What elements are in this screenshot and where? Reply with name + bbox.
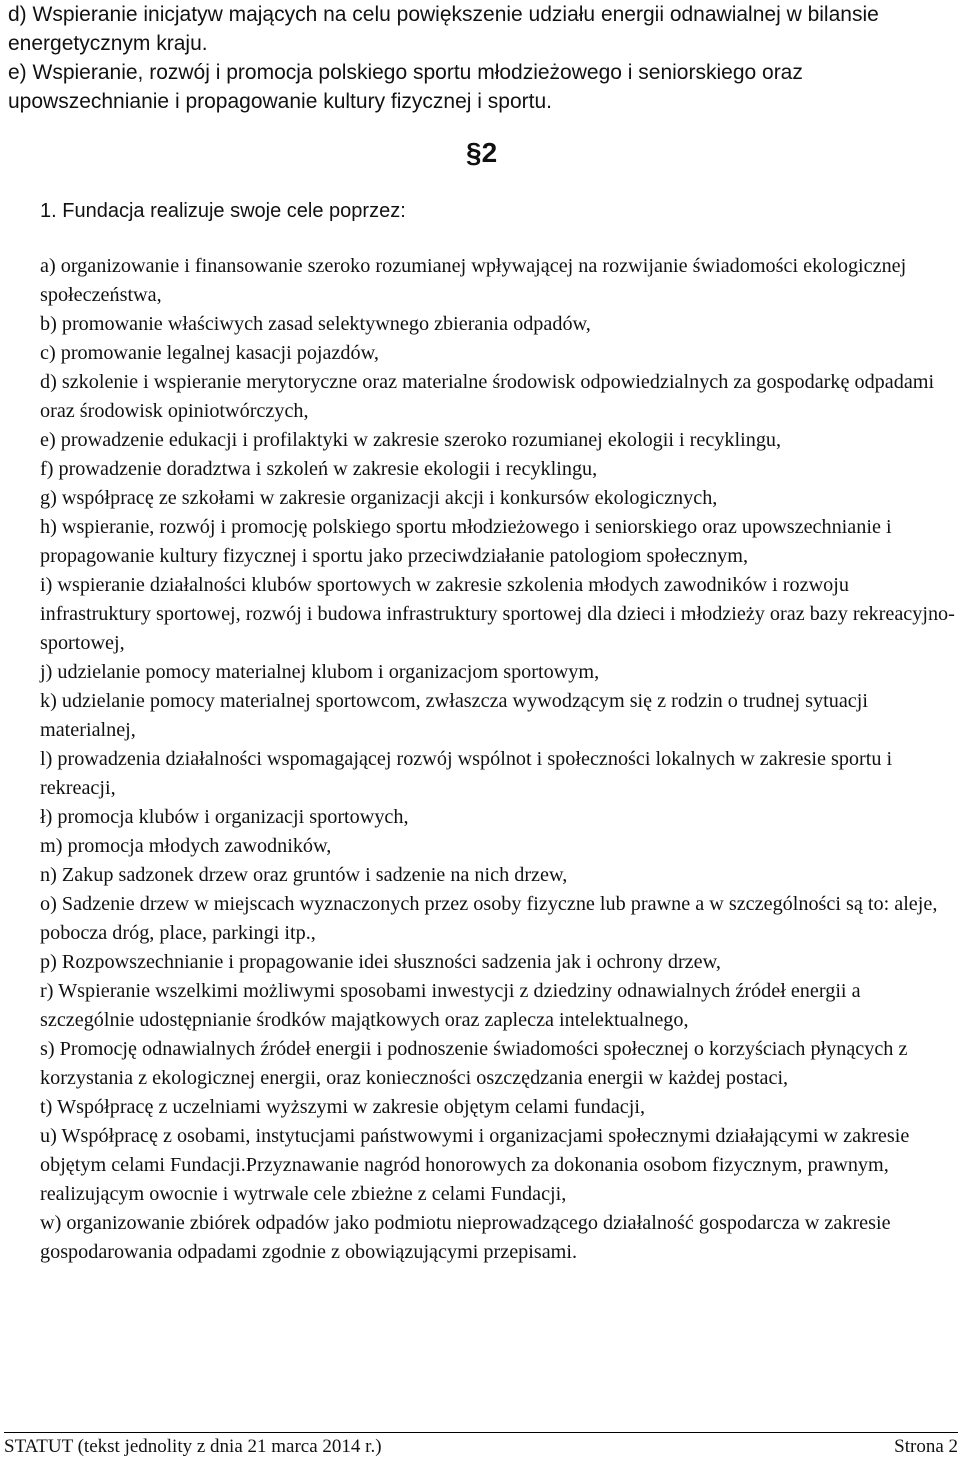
list-item: w) organizowanie zbiórek odpadów jako podmiotu nieprowadzącego działalność gospodarcza w zakresie gospodarowania odpadami zgodnie z obowiązującymi przepisami. bbox=[40, 1212, 891, 1263]
list-item: j) udzielanie pomocy materialnej klubom i organizacjom sportowym, bbox=[40, 661, 600, 683]
list-item: m) promocja młodych zawodników, bbox=[40, 835, 332, 857]
page-footer bbox=[4, 1432, 958, 1457]
list-item: a) organizowanie i finansowanie szeroko rozumianej wpływającej na rozwijanie świadomości ekologicznej społeczeństwa, bbox=[40, 255, 907, 306]
goal-item-e: e) Wspieranie, rozwój i promocja polskiego sportu młodzieżowego i seniorskiego oraz upowszechnianie i propagowanie kultury fizycznej i sportu. bbox=[8, 61, 803, 113]
list-item: t) Współpracę z uczelniami wyższymi w zakresie objętym celami fundacji, bbox=[40, 1096, 646, 1118]
list-item: r) Wspieranie wszelkimi możliwymi sposobami inwestycji z dziedziny odnawialnych źródeł energii a szczególnie udostępnianie środków majątkowych oraz zaplecza intelektualnego, bbox=[40, 980, 861, 1031]
list-item: u) Współpracę z osobami, instytucjami państwowymi i organizacjami społecznymi działającymi w zakresie objętym celami Fundacji.Przyznawanie nagród honorowych za dokonania osobom fizycznym, prawnym, realizującym owocnie i wytrwale cele zbieżne z celami Fundacji, bbox=[40, 1125, 910, 1205]
list-item: c) promowanie legalnej kasacji pojazdów, bbox=[40, 342, 379, 364]
goal-item-d: d) Wspieranie inicjatyw mających na celu powiększenie udziału energii odnawialnej w bilansie energetycznym kraju. bbox=[8, 3, 879, 55]
list-item: d) szkolenie i wspieranie merytoryczne oraz materialne środowisk odpowiedzialnych za gospodarkę odpadami oraz środowisk opiniotwórczych, bbox=[40, 371, 935, 422]
section-heading: §2 bbox=[466, 137, 498, 168]
list-item: f) prowadzenie doradztwa i szkoleń w zakresie ekologii i recyklingu, bbox=[40, 458, 598, 480]
footer-document-title: STATUT (tekst jednolity z dnia 21 marca 2014 r.) bbox=[4, 1436, 382, 1457]
list-item: k) udzielanie pomocy materialnej sportowcom, zwłaszcza wywodzącym się z rodzin o trudnej sytuacji materialnej, bbox=[40, 690, 868, 741]
list-item: l) prowadzenia działalności wspomagającej rozwój wspólnot i społeczności lokalnych w zakresie sportu i rekreacji, bbox=[40, 748, 893, 799]
list-item: ł) promocja klubów i organizacji sportowych, bbox=[40, 806, 409, 828]
list-item: o) Sadzenie drzew w miejscach wyznaczonych przez osoby fizyczne lub prawne a w szczególności są to: aleje, pobocza dróg, place, parkingi itp., bbox=[40, 893, 938, 944]
continued-goals-list bbox=[8, 0, 958, 116]
list-item: s) Promocję odnawialnych źródeł energii i podnoszenie świadomości społecznej o korzyściach płynących z korzystania z ekologicznej energii, oraz konieczności oszczędzania energii w każdej postaci, bbox=[40, 1038, 908, 1089]
means-list bbox=[40, 252, 955, 1267]
list-item: n) Zakup sadzonek drzew oraz gruntów i sadzenie na nich drzew, bbox=[40, 864, 568, 886]
list-item: i) wspieranie działalności klubów sportowych w zakresie szkolenia młodych zawodników i rozwoju infrastruktury sportowej, rozwój i budowa infrastruktury sportowej dla dzieci i młodzieży oraz bazy rekreacyjno-sportowej, bbox=[40, 574, 955, 654]
list-item: e) prowadzenie edukacji i profilaktyki w zakresie szeroko rozumianej ekologii i recyklingu, bbox=[40, 429, 782, 451]
footer-page-number: Strona 2 bbox=[894, 1436, 958, 1457]
list-item: b) promowanie właściwych zasad selektywnego zbierania odpadów, bbox=[40, 313, 591, 335]
list-item: h) wspieranie, rozwój i promocję polskiego sportu młodzieżowego i seniorskiego oraz upowszechnianie i propagowanie kultury fizycznej i sportu jako przeciwdziałanie patologiom społecznym, bbox=[40, 516, 892, 567]
list-item: g) współpracę ze szkołami w zakresie organizacji akcji i konkursów ekologicznych, bbox=[40, 487, 718, 509]
intro-statement: 1. Fundacja realizuje swoje cele poprzez: bbox=[40, 200, 406, 222]
list-item: p) Rozpowszechnianie i propagowanie idei słuszności sadzenia jak i ochrony drzew, bbox=[40, 951, 721, 973]
